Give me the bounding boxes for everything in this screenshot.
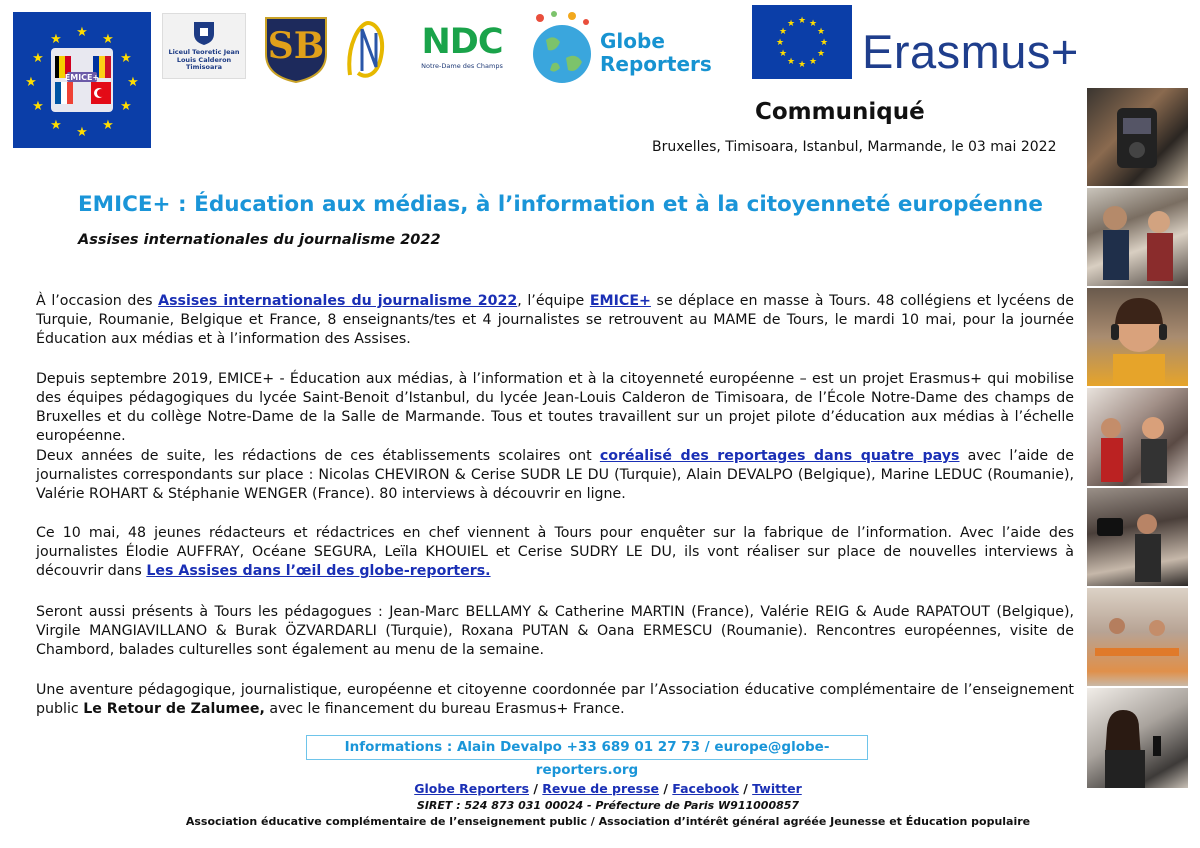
page-title: Communiqué xyxy=(755,99,925,125)
p1-text-1: À l’occasion des xyxy=(36,293,159,309)
ndc-logo xyxy=(416,22,508,82)
svg-text:★: ★ xyxy=(778,49,788,59)
photo-press-crowd xyxy=(1087,488,1188,586)
svg-text:★: ★ xyxy=(120,51,132,66)
link-assises-2022[interactable]: Assises internationales du journalisme 2022 xyxy=(158,293,518,309)
dateline: Bruxelles, Timisoara, Istanbul, Marmande, le 03 mai 2022 xyxy=(652,139,1057,155)
svg-text:★: ★ xyxy=(797,16,807,26)
p6-text-2: avec le financement du bureau Erasmus+ France. xyxy=(264,701,625,717)
svg-text:★: ★ xyxy=(797,60,807,70)
globe-reporters-logo xyxy=(526,8,712,88)
link-reportages[interactable]: coréalisé des reportages dans quatre pays xyxy=(599,448,960,464)
paragraph-2: Depuis septembre 2019, EMICE+ - Éducation aux médias, à l’information et à la citoyenneté européenne – est un projet Erasmus+ qui mobilise des équipes pédagogiques du lycée Saint-Benoit d’Istanbul, du lycée Jean-Louis Calderon de Timisoara, de l’École Notre-Dame des champs de Bruxelles et du collège Notre-Dame de la Salle de Marmande. Tous et toutes travaillent sur un projet pilote d’éducation aux médias à l’échelle européenne. xyxy=(36,371,1074,444)
svg-text:★: ★ xyxy=(786,57,796,67)
photo-group-mic xyxy=(1087,388,1188,486)
p1-text-2: , l’équipe xyxy=(517,293,590,309)
paragraph-3 xyxy=(36,447,1074,504)
globe-icon xyxy=(526,8,598,88)
p6-bold-org: Le Retour de Zalumee, xyxy=(83,701,265,717)
p3-text-1: Deux années de suite, les rédactions de ces établissements scolaires ont xyxy=(36,448,600,464)
svg-text:★: ★ xyxy=(120,99,132,114)
svg-text:★: ★ xyxy=(76,125,88,140)
photo-student-headphones xyxy=(1087,288,1188,386)
article-title: EMICE+ : Éducation aux médias, à l’information et à la citoyenneté européenne xyxy=(78,192,1043,217)
footer-link-twitter[interactable]: Twitter xyxy=(752,781,802,796)
erasmus-plus-logo-text: Erasmus+ xyxy=(862,25,1079,78)
svg-text:★: ★ xyxy=(32,51,44,66)
ndc-logo-subtitle: Notre-Dame des Champs xyxy=(421,62,503,70)
footer-sep: / xyxy=(529,781,543,796)
photo-interview xyxy=(1087,188,1188,286)
contact-info-box: Informations : Alain Devalpo +33 689 01 27 73 / europe@globe-reporters.org xyxy=(306,735,868,760)
footer-link-facebook[interactable]: Facebook xyxy=(672,781,739,796)
svg-text:★: ★ xyxy=(102,118,114,133)
footer-sep: / xyxy=(659,781,673,796)
p3-text-2: avec l’aide de journalistes correspondants sur place : Nicolas CHEVIRON & Cerise SUDR LE DU (Turquie), Alain DEVALPO (Belgique), Marine LEDUC (Roumanie), Valérie ROHART & Stéphanie WENGER (France). 80 interviews à découvrir en ligne. xyxy=(36,448,1074,502)
photo-reporter-girl xyxy=(1087,688,1188,788)
p6-text-1: Une aventure pédagogique, journalistique, européenne et citoyenne coordonnée par l’Association éducative complémentaire de l’enseignement public xyxy=(36,682,1074,717)
svg-text:★: ★ xyxy=(127,75,139,90)
svg-text:SB: SB xyxy=(267,25,325,67)
p4-text-1: Ce 10 mai, 48 jeunes rédacteurs et rédactrices en chef viennent à Tours pour enquêter sur la fabrique de l’information. Avec l’aide des journalistes Élodie AUFFRAY, Océane SEGURA, Leïla KHOUIEL et Cerise SUDRY LE DU, ils vont réaliser sur place de nouvelles interviews à découvrir dans xyxy=(36,525,1074,579)
microphone-icon xyxy=(1087,88,1188,186)
svg-text:★: ★ xyxy=(775,38,785,48)
svg-text:★: ★ xyxy=(808,57,818,67)
footer-link-revue-presse[interactable]: Revue de presse xyxy=(542,781,660,796)
sb-shield-icon xyxy=(262,14,330,84)
footer-link-globe-reporters[interactable]: Globe Reporters xyxy=(414,781,530,796)
globe-logo-line2: Reporters xyxy=(600,52,712,76)
footer-association: Association éducative complémentaire de l’enseignement public / Association d’intérêt général agréée Jeunesse et Éducation populaire xyxy=(185,815,1031,828)
svg-text:★: ★ xyxy=(50,32,62,47)
globe-logo-line1: Globe xyxy=(600,29,665,53)
emice-logo xyxy=(13,12,151,148)
nd-monogram-icon xyxy=(340,15,396,85)
footer-links xyxy=(0,781,1200,796)
svg-text:★: ★ xyxy=(808,19,818,29)
photo-classroom xyxy=(1087,588,1188,686)
eu-stars-icon xyxy=(752,5,852,79)
eu-flag-logo xyxy=(752,5,852,79)
svg-text:★: ★ xyxy=(816,49,826,59)
svg-text:★: ★ xyxy=(32,99,44,114)
ndc-logo-label: NDC xyxy=(421,22,503,62)
svg-text:★: ★ xyxy=(25,75,37,90)
calderon-logo xyxy=(162,13,246,79)
saint-benoit-logo xyxy=(262,14,330,84)
paragraph-5: Seront aussi présents à Tours les pédagogues : Jean-Marc BELLAMY & Catherine MARTIN (France), Valérie REIG & Aude RAPATOUT (Belgique), Virgile MANGIAVILLANO & Burak ÖZVARDARLI (Turquie), Roxana PUTAN & Oana ERMESCU (Roumanie). Rencontres européennes, visite de Chambord, balades culturelles sont également au menu de la semaine. xyxy=(36,604,1074,658)
svg-text:★: ★ xyxy=(786,19,796,29)
svg-text:★: ★ xyxy=(50,118,62,133)
emice-logo-label: EMICE+ xyxy=(64,73,100,82)
p1-text-3: se déplace en masse à Tours. 48 collégiens et lycéens de Turquie, Roumanie, Belgique et France, 8 enseignants/tes et 4 journalistes se retrouvent au MAME de Tours, le mardi 10 mai, pour la journée Éducation aux médias et à l’information des Assises. xyxy=(36,293,1074,347)
svg-text:★: ★ xyxy=(819,38,829,48)
svg-text:★: ★ xyxy=(778,27,788,37)
article-subtitle: Assises internationales du journalisme 2022 xyxy=(78,232,441,248)
crest-icon xyxy=(192,20,216,46)
svg-text:★: ★ xyxy=(816,27,826,37)
calderon-logo-text: Liceul Teoretic Jean Louis Calderon Timisoara xyxy=(168,48,240,72)
svg-text:★: ★ xyxy=(76,25,88,40)
photo-recorder xyxy=(1087,88,1188,186)
svg-text:★: ★ xyxy=(102,32,114,47)
paragraph-6 xyxy=(36,681,1074,719)
notre-dame-logo xyxy=(340,15,396,85)
emice-emblem-icon xyxy=(13,12,151,148)
link-emice[interactable]: EMICE+ xyxy=(589,293,651,309)
footer-sep: / xyxy=(738,781,753,796)
paragraph-4 xyxy=(36,524,1074,581)
footer-siret: SIRET : 524 873 031 00024 - Préfecture de Paris W911000857 xyxy=(416,799,800,812)
link-assises-oeil[interactable]: Les Assises dans l’œil des globe-reporters. xyxy=(146,563,491,579)
paragraph-1 xyxy=(36,292,1074,349)
globe-reporters-logo-text xyxy=(600,30,712,76)
